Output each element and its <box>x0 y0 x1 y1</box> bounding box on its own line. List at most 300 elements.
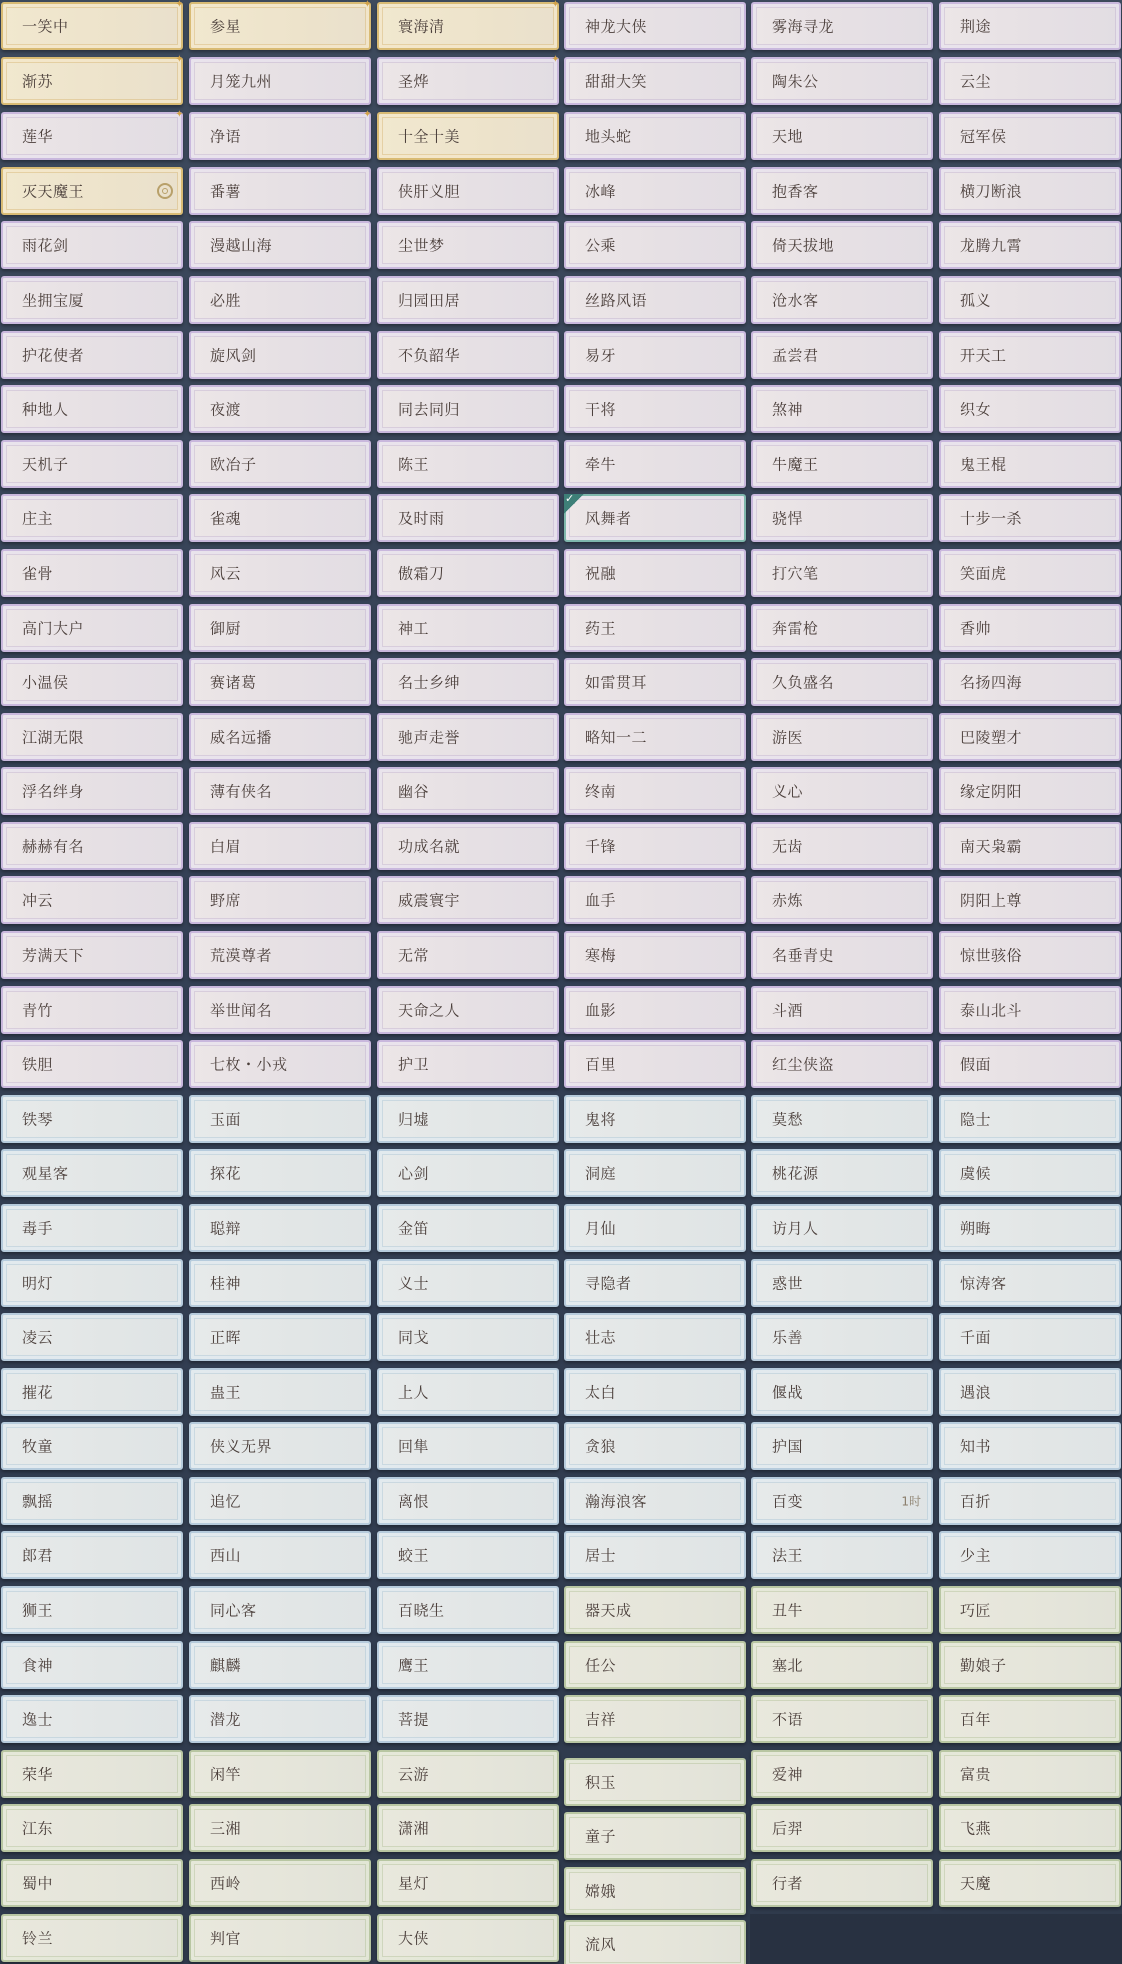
title-label: 潜龙 <box>210 1710 242 1729</box>
title-tile[interactable] <box>564 822 746 870</box>
title-tile[interactable] <box>1 986 183 1034</box>
title-tile[interactable] <box>189 1914 371 1962</box>
title-label: 寒梅 <box>585 946 617 965</box>
title-tile[interactable] <box>751 822 933 870</box>
title-tile[interactable] <box>1 713 183 761</box>
title-tile[interactable] <box>1 876 183 924</box>
title-tile[interactable] <box>564 1812 746 1860</box>
title-tile[interactable] <box>564 1695 746 1743</box>
title-tile[interactable] <box>377 713 559 761</box>
title-tile[interactable] <box>377 1040 559 1088</box>
title-tile[interactable] <box>189 1204 371 1252</box>
title-tile[interactable] <box>564 385 746 433</box>
title-tile[interactable] <box>1 54 184 105</box>
title-tile[interactable] <box>377 1477 559 1525</box>
title-tile[interactable] <box>189 1641 371 1689</box>
title-tile[interactable] <box>939 57 1121 105</box>
title-tile[interactable] <box>939 221 1121 269</box>
title-tile[interactable] <box>189 658 371 706</box>
title-label: 上人 <box>398 1383 430 1402</box>
title-tile[interactable] <box>564 1422 746 1470</box>
title-label: 渐苏 <box>22 72 54 91</box>
title-tile[interactable] <box>751 713 933 761</box>
title-label: 爱神 <box>772 1765 804 1784</box>
title-tile[interactable] <box>189 1095 371 1143</box>
title-label: 月仙 <box>585 1219 617 1238</box>
title-label: 不负韶华 <box>398 346 461 365</box>
title-label: 野席 <box>210 891 242 910</box>
title-label: 百折 <box>960 1492 992 1511</box>
title-tile[interactable] <box>1 109 184 160</box>
title-tile[interactable] <box>189 931 371 979</box>
title-label: 久负盛名 <box>772 673 835 692</box>
title-tile[interactable] <box>939 604 1121 652</box>
title-label: 千锋 <box>585 837 617 856</box>
title-tile[interactable] <box>564 494 746 542</box>
title-tile[interactable] <box>751 1641 933 1689</box>
title-tile[interactable] <box>564 276 746 324</box>
title-tile[interactable] <box>1 1313 183 1361</box>
checkmark-icon <box>564 494 584 514</box>
title-label: 番薯 <box>210 182 242 201</box>
title-tile[interactable] <box>564 1313 746 1361</box>
title-label: 星灯 <box>398 1874 430 1893</box>
title-tile[interactable] <box>189 109 372 160</box>
title-tile[interactable] <box>751 331 933 379</box>
title-tile[interactable] <box>751 385 933 433</box>
title-label: 略知一二 <box>585 728 648 747</box>
title-tile[interactable] <box>1 494 183 542</box>
title-label: 易牙 <box>585 346 617 365</box>
title-tile[interactable] <box>377 2 559 50</box>
title-label: 侠肝义胆 <box>398 182 461 201</box>
title-tile[interactable] <box>189 604 371 652</box>
title-tile[interactable] <box>564 986 746 1034</box>
title-label: 十步一杀 <box>960 509 1023 528</box>
title-label: 赛诸葛 <box>210 673 257 692</box>
title-tile[interactable] <box>939 1750 1121 1798</box>
title-tile[interactable] <box>377 1695 559 1743</box>
title-tile[interactable] <box>751 1259 933 1307</box>
sparkle-icon: ✦ <box>363 109 372 120</box>
title-label: 寻隐者 <box>585 1274 632 1293</box>
title-tile[interactable] <box>564 57 746 105</box>
title-tile[interactable] <box>939 931 1121 979</box>
title-tile[interactable] <box>564 658 746 706</box>
title-tile[interactable] <box>564 1867 746 1915</box>
title-tile[interactable] <box>1 2 183 50</box>
title-label: 摧花 <box>22 1383 54 1402</box>
title-tile[interactable] <box>751 1313 933 1361</box>
bottom-shade <box>750 1914 1122 1964</box>
title-label: 同戈 <box>398 1328 430 1347</box>
title-tile[interactable] <box>1 767 183 815</box>
title-tile[interactable] <box>189 1477 371 1525</box>
title-label: 偃战 <box>772 1383 804 1402</box>
title-tile[interactable] <box>751 1477 933 1525</box>
title-tile[interactable] <box>564 1758 746 1806</box>
title-tile[interactable] <box>939 1804 1121 1852</box>
title-tile[interactable] <box>751 57 933 105</box>
title-tile[interactable] <box>564 549 746 597</box>
title-label: 麒麟 <box>210 1656 242 1675</box>
title-tile[interactable] <box>189 713 371 761</box>
title-tile[interactable] <box>377 1531 559 1579</box>
title-tile[interactable] <box>377 1095 559 1143</box>
title-tile[interactable] <box>939 1095 1121 1143</box>
title-label: 血影 <box>585 1001 617 1020</box>
title-tile[interactable] <box>189 1368 371 1416</box>
title-tile[interactable] <box>1 440 183 488</box>
title-tile[interactable] <box>751 604 933 652</box>
title-tile[interactable] <box>751 549 933 597</box>
title-tile[interactable] <box>751 1040 933 1088</box>
title-tile[interactable] <box>377 876 559 924</box>
title-tile[interactable] <box>939 658 1121 706</box>
title-tile[interactable] <box>1 1204 183 1252</box>
title-tile[interactable] <box>564 1477 746 1525</box>
title-label: 桂神 <box>210 1274 242 1293</box>
title-label: 牛魔王 <box>772 455 819 474</box>
title-label: 同去同归 <box>398 400 461 419</box>
title-tile[interactable] <box>1 1477 183 1525</box>
title-tile[interactable] <box>751 440 933 488</box>
title-tile[interactable] <box>1 1095 183 1143</box>
title-tile[interactable] <box>939 440 1121 488</box>
title-tile[interactable] <box>564 604 746 652</box>
title-tile[interactable] <box>751 1586 933 1634</box>
title-label: 净语 <box>210 127 242 146</box>
title-tile[interactable] <box>377 822 559 870</box>
title-tile[interactable] <box>751 167 933 215</box>
title-tile[interactable] <box>189 1586 371 1634</box>
title-tile[interactable] <box>377 1422 559 1470</box>
title-tile[interactable] <box>189 494 371 542</box>
title-label: 护花使者 <box>22 346 85 365</box>
title-tile[interactable] <box>939 1477 1121 1525</box>
title-tile[interactable] <box>189 1313 371 1361</box>
title-tile[interactable] <box>939 1641 1121 1689</box>
title-label: 荒漠尊者 <box>210 946 273 965</box>
title-tile[interactable] <box>1 167 183 215</box>
title-tile[interactable] <box>377 1368 559 1416</box>
title-tile[interactable] <box>751 1149 933 1197</box>
title-label: 高门大户 <box>22 619 85 638</box>
title-tile[interactable] <box>189 1040 371 1088</box>
title-label: 云游 <box>398 1765 430 1784</box>
title-tile[interactable] <box>189 549 371 597</box>
title-tile[interactable] <box>1 549 183 597</box>
title-tile[interactable] <box>564 713 746 761</box>
title-label: 积玉 <box>585 1773 617 1792</box>
title-tile[interactable] <box>939 1586 1121 1634</box>
title-tile[interactable] <box>377 385 559 433</box>
title-tile[interactable] <box>189 276 371 324</box>
title-tile[interactable] <box>377 604 559 652</box>
title-label: 浮名绊身 <box>22 782 85 801</box>
title-tile[interactable] <box>377 167 559 215</box>
title-tile[interactable] <box>377 331 559 379</box>
title-label: 缘定阴阳 <box>960 782 1023 801</box>
title-tile[interactable] <box>377 1914 559 1962</box>
title-tile[interactable] <box>564 1259 746 1307</box>
title-tile[interactable] <box>377 1313 559 1361</box>
title-tile[interactable] <box>1 1149 183 1197</box>
title-tile[interactable] <box>377 986 559 1034</box>
title-tile[interactable] <box>377 549 559 597</box>
title-label: 童子 <box>585 1827 617 1846</box>
title-label: 少主 <box>960 1546 992 1565</box>
title-label: 访月人 <box>772 1219 819 1238</box>
title-tile[interactable] <box>189 1859 371 1907</box>
title-label: 孤义 <box>960 291 992 310</box>
title-tile[interactable] <box>564 1641 746 1689</box>
title-label: 风云 <box>210 564 242 583</box>
title-tile[interactable] <box>564 876 746 924</box>
title-tile[interactable] <box>1 385 183 433</box>
title-tile[interactable] <box>1 331 183 379</box>
title-label: 牧童 <box>22 1437 54 1456</box>
title-label: 判官 <box>210 1929 242 1948</box>
title-tile[interactable] <box>1 1586 183 1634</box>
title-label: 江东 <box>22 1819 54 1838</box>
title-label: 威震寰宇 <box>398 891 461 910</box>
title-tile[interactable] <box>1 1259 183 1307</box>
title-tile[interactable] <box>1 276 183 324</box>
title-tile[interactable] <box>939 1040 1121 1088</box>
title-tile[interactable] <box>189 986 371 1034</box>
title-label: 尘世梦 <box>398 236 445 255</box>
title-tile[interactable] <box>189 822 371 870</box>
title-tile[interactable] <box>564 2 746 50</box>
title-tile[interactable] <box>751 876 933 924</box>
title-tile[interactable] <box>189 1531 371 1579</box>
title-tile[interactable] <box>377 931 559 979</box>
title-label: 漫越山海 <box>210 236 273 255</box>
title-tile[interactable] <box>939 1859 1121 1907</box>
title-label: 潇湘 <box>398 1819 430 1838</box>
title-tile[interactable] <box>189 1149 371 1197</box>
title-label: 神龙大侠 <box>585 17 648 36</box>
title-tile[interactable] <box>1 221 183 269</box>
title-tile[interactable] <box>564 1920 746 1964</box>
title-label: 天地 <box>772 127 804 146</box>
title-tile[interactable] <box>377 1259 559 1307</box>
title-label: 天机子 <box>22 455 69 474</box>
title-tile[interactable] <box>751 1368 933 1416</box>
title-tile[interactable] <box>377 658 559 706</box>
title-label: 旋风剑 <box>210 346 257 365</box>
title-label: 冰峰 <box>585 182 617 201</box>
title-label: 小温侯 <box>22 673 69 692</box>
title-tile[interactable] <box>1 1368 183 1416</box>
title-tile[interactable] <box>939 876 1121 924</box>
title-tile[interactable] <box>939 549 1121 597</box>
title-tile[interactable] <box>751 1095 933 1143</box>
title-tile[interactable] <box>1 1914 183 1962</box>
title-tile[interactable] <box>939 1368 1121 1416</box>
title-tile[interactable] <box>564 767 746 815</box>
title-tile[interactable] <box>564 221 746 269</box>
title-label: 凌云 <box>22 1328 54 1347</box>
title-tile[interactable] <box>939 385 1121 433</box>
title-tile[interactable] <box>377 440 559 488</box>
title-tile[interactable] <box>751 1804 933 1852</box>
title-tile[interactable] <box>939 713 1121 761</box>
title-tile[interactable] <box>564 1586 746 1634</box>
title-tile[interactable] <box>377 221 559 269</box>
title-tile[interactable] <box>1 1750 183 1798</box>
title-tile[interactable] <box>189 1695 371 1743</box>
title-label: 月笼九州 <box>210 72 273 91</box>
title-label: 冠军侯 <box>960 127 1007 146</box>
title-label: 风舞者 <box>585 509 632 528</box>
title-tile[interactable] <box>377 1149 559 1197</box>
title-tile[interactable] <box>751 1531 933 1579</box>
title-label: 荆途 <box>960 17 992 36</box>
title-tile[interactable] <box>189 876 371 924</box>
title-tile[interactable] <box>939 167 1121 215</box>
title-tile[interactable] <box>939 1149 1121 1197</box>
title-label: 灭天魔王 <box>22 182 85 201</box>
title-tile[interactable] <box>751 931 933 979</box>
title-tile[interactable] <box>1 822 183 870</box>
title-tile[interactable] <box>751 1750 933 1798</box>
title-tile[interactable] <box>939 822 1121 870</box>
title-tile[interactable] <box>939 2 1121 50</box>
title-tile[interactable] <box>1 1695 183 1743</box>
title-label: 惊世骇俗 <box>960 946 1023 965</box>
title-tile[interactable] <box>189 385 371 433</box>
title-tile[interactable] <box>377 767 559 815</box>
title-tile[interactable] <box>1 1804 183 1852</box>
title-tile[interactable] <box>939 1259 1121 1307</box>
title-tile[interactable] <box>564 1095 746 1143</box>
title-tile[interactable] <box>189 57 371 105</box>
title-tile[interactable] <box>189 1750 371 1798</box>
title-tile[interactable] <box>564 1204 746 1252</box>
title-tile[interactable] <box>751 767 933 815</box>
title-tile[interactable] <box>377 1804 559 1852</box>
title-label: 地头蛇 <box>585 127 632 146</box>
title-tile[interactable] <box>939 1695 1121 1743</box>
title-tile[interactable] <box>564 931 746 979</box>
title-label: 回隼 <box>398 1437 430 1456</box>
title-tile[interactable] <box>1 1641 183 1689</box>
title-label: 芳满天下 <box>22 946 85 965</box>
title-tile[interactable] <box>377 276 559 324</box>
title-tile[interactable] <box>377 1750 559 1798</box>
title-tile[interactable] <box>939 986 1121 1034</box>
title-tile[interactable] <box>751 276 933 324</box>
title-tile[interactable] <box>939 1204 1121 1252</box>
title-tile[interactable] <box>564 440 746 488</box>
title-label: 骁悍 <box>772 509 804 528</box>
title-label: 天命之人 <box>398 1001 461 1020</box>
title-tile[interactable] <box>939 767 1121 815</box>
title-tile[interactable] <box>377 1641 559 1689</box>
title-tile[interactable] <box>939 112 1121 160</box>
title-label: 鬼将 <box>585 1110 617 1129</box>
title-label: 郎君 <box>22 1546 54 1565</box>
title-tile[interactable] <box>564 1040 746 1088</box>
title-tile[interactable] <box>377 1204 559 1252</box>
title-tile[interactable] <box>939 331 1121 379</box>
title-tile[interactable] <box>189 1422 371 1470</box>
title-tile[interactable] <box>377 112 559 160</box>
title-tile[interactable] <box>751 2 933 50</box>
title-tile[interactable] <box>564 112 746 160</box>
title-tile[interactable] <box>1 1422 183 1470</box>
title-tile[interactable] <box>564 1531 746 1579</box>
title-tile[interactable] <box>189 1259 371 1307</box>
title-tile[interactable] <box>939 1313 1121 1361</box>
title-tile[interactable] <box>751 986 933 1034</box>
title-tile[interactable] <box>1 1531 183 1579</box>
title-tile[interactable] <box>751 1204 933 1252</box>
title-tile[interactable] <box>564 1149 746 1197</box>
title-tile[interactable] <box>1 1040 183 1088</box>
title-tile[interactable] <box>939 1422 1121 1470</box>
title-tile[interactable] <box>939 1531 1121 1579</box>
title-label: 白眉 <box>210 837 242 856</box>
title-tile[interactable] <box>189 331 371 379</box>
title-tile[interactable] <box>377 1586 559 1634</box>
title-tile[interactable] <box>939 276 1121 324</box>
title-tile[interactable] <box>377 494 559 542</box>
title-label: 及时雨 <box>398 509 445 528</box>
title-tile[interactable] <box>189 440 371 488</box>
title-tile[interactable] <box>189 767 371 815</box>
title-tile[interactable] <box>189 221 371 269</box>
title-tile[interactable] <box>1 658 183 706</box>
title-label: 牵牛 <box>585 455 617 474</box>
title-tile[interactable] <box>189 2 371 50</box>
title-tile[interactable] <box>751 112 933 160</box>
title-tile[interactable] <box>564 331 746 379</box>
title-tile[interactable] <box>189 167 371 215</box>
title-label: 大侠 <box>398 1929 430 1948</box>
title-tile[interactable] <box>377 1859 559 1907</box>
title-tile[interactable] <box>751 221 933 269</box>
title-tile[interactable] <box>1 604 183 652</box>
title-tile[interactable] <box>751 1695 933 1743</box>
title-label: 太白 <box>585 1383 617 1402</box>
title-label: 知书 <box>960 1437 992 1456</box>
title-tile[interactable] <box>1 931 183 979</box>
title-tile[interactable] <box>939 494 1121 542</box>
title-tile[interactable] <box>564 167 746 215</box>
title-label: 夜渡 <box>210 400 242 419</box>
title-label: 聪辩 <box>210 1219 242 1238</box>
title-tile[interactable] <box>564 1368 746 1416</box>
title-label: 百变 <box>772 1492 804 1511</box>
title-label: 公乘 <box>585 236 617 255</box>
title-tile[interactable] <box>189 1804 371 1852</box>
title-label: 食神 <box>22 1656 54 1675</box>
title-tile[interactable] <box>1 1859 183 1907</box>
title-tile[interactable] <box>751 494 933 542</box>
title-tile[interactable] <box>751 1859 933 1907</box>
title-label: 毒手 <box>22 1219 54 1238</box>
title-tile[interactable] <box>751 1422 933 1470</box>
title-label: 后羿 <box>772 1819 804 1838</box>
title-label: 终南 <box>585 782 617 801</box>
title-label: 狮王 <box>22 1601 54 1620</box>
ring-icon[interactable] <box>157 183 173 199</box>
title-tile[interactable] <box>751 658 933 706</box>
title-tile[interactable] <box>377 54 560 105</box>
